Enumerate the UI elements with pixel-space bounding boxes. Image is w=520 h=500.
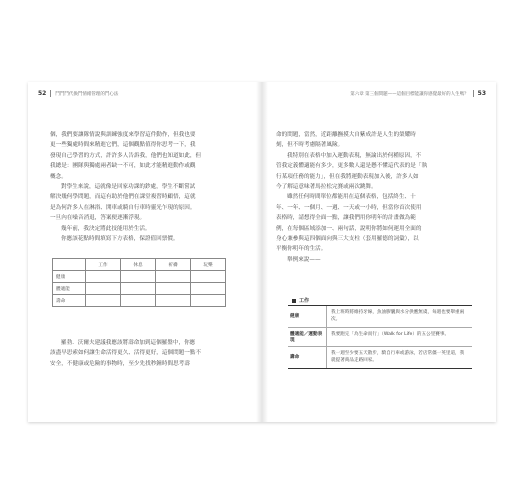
text-line: 我總是：團隊與獨處兩者缺一不可，如此才能精進動作或觀	[50, 163, 196, 170]
table-cell	[191, 295, 226, 307]
work-example-table	[288, 305, 472, 369]
text-line: 年、一年、一個月、一週、一天或一小時，但當你首次使用	[276, 204, 422, 211]
table-cell	[191, 283, 226, 295]
text-line: 平衡你明年的生活。	[276, 246, 327, 253]
row-value: 我一週至少要五天散步，騎自行車或游泳，若店常僵一英里道，我就提著商品走路回家。	[331, 350, 465, 364]
table-cell	[156, 271, 191, 283]
text-line: 你應該花點時間填寫下方表格，保證值回票價。	[61, 236, 179, 243]
right-body	[276, 130, 476, 265]
text-line: 解決幾何學問題，而這有助於他們在課堂複習時顧悟，這就	[50, 194, 196, 201]
text-line: 命的問題，當然，近距離撫摸大自紫成許是人生的榮耀時	[276, 132, 416, 138]
table-cell	[86, 271, 121, 283]
row-label: 體適能	[53, 283, 86, 295]
text-line: 今了解這意味著馬拉松完賽或兩次跳舞。	[276, 184, 377, 191]
text-line: 羅勃．沃爾夫建議我應該將壽命加到這個羅盤中，你應	[61, 340, 196, 346]
row-label: 健康	[53, 271, 86, 283]
row-label: 壽命	[53, 295, 86, 307]
text-line: 身心兼參與這四個面向與三大支柱（套用羅德的詞彙），以	[276, 236, 419, 243]
text-line: 刻，但不時考慮隔著風險。	[276, 142, 344, 149]
book-spread	[28, 82, 496, 422]
table-cell	[121, 295, 156, 307]
left-page-number: 52	[38, 90, 47, 97]
left-bottom-text	[50, 338, 246, 369]
text-line: 例，在每個區域添加一、兩句話，說明你將如何運用全面的	[276, 225, 422, 232]
row-value: 我上班時將維持牙線，魚油膠囊與水分供應無虞，每週也要舉重兩次。	[331, 310, 465, 323]
table-row	[288, 328, 472, 347]
table-row	[53, 295, 226, 307]
table-cell	[86, 295, 121, 307]
table-row	[53, 283, 226, 295]
row-label: 體適能／運動表現	[288, 328, 327, 346]
row-label: 健康	[288, 306, 327, 327]
table-row	[288, 347, 472, 368]
text-line: 表格時，請想得全面一點，讓我們用你明年的計畫做為範	[276, 215, 416, 222]
text-line: 該盡早思索如何讓生命活得更久、活得更好，這個問題一點不	[50, 350, 202, 357]
table-cell	[121, 283, 156, 295]
table-row	[288, 306, 472, 328]
left-head-title: 鬥鬥鬥代換鬥情緒管理的鬥心法	[55, 91, 119, 97]
head-divider	[473, 90, 474, 97]
left-body	[50, 130, 246, 244]
table-cell	[156, 295, 191, 307]
text-line: 是為何許多人在淋浴、開車或騎自行車時靈光乍現的原因。	[50, 204, 196, 211]
balance-table	[52, 258, 226, 307]
table-header: 工作	[86, 259, 121, 271]
table-cell	[191, 271, 226, 283]
table-header: 祈禱	[156, 259, 191, 271]
square-bullet-icon	[292, 299, 296, 303]
text-line: 安全，不健康或危險的事物時，至少先找秒鐘時間思考壽	[50, 360, 190, 367]
text-line: 個，我們要讓隊情說與訓練強度來學習這件動作，但我也要	[50, 132, 196, 138]
left-running-head	[38, 90, 118, 97]
text-line: 舉例來說——	[287, 256, 321, 263]
row-value: 我要跑完「為生命而行」（Walk for Life）的五公里賽事。	[331, 331, 450, 337]
text-line: 雖然任何時間單位都能用在這個表格，包括終生、十	[287, 194, 416, 201]
row-label: 壽命	[288, 347, 327, 368]
table-header-row	[53, 259, 226, 271]
text-line: 對學生來說，這就像是回家功課的鈔處，學生不斷嘗試	[61, 184, 196, 191]
table-header: 玩樂	[191, 259, 226, 271]
table-header: 休息	[121, 259, 156, 271]
text-line: 我特別在表格中加入運動表現，無論出於何種原因，不	[287, 152, 422, 159]
text-line: 幾年前，我決定將此技能用於生活。	[61, 225, 151, 232]
text-line: 一旦內在噪音消退，答案便逐漸浮現。	[50, 215, 146, 222]
work-section-heading	[292, 297, 309, 304]
table-row	[53, 271, 226, 283]
right-page-number: 53	[477, 90, 486, 97]
text-line: 概念。	[50, 173, 67, 180]
text-line: 發現自己學習的方式，許許多人告訴我，他們也知道如此，但	[50, 152, 202, 159]
section-title: 工作	[299, 298, 310, 304]
table-cell	[156, 283, 191, 295]
table-cell	[86, 283, 121, 295]
right-running-head	[350, 90, 486, 97]
text-line: 管我定義體適能有多少，更多數人還是懸不懂這代表的是「執	[276, 163, 428, 170]
right-page	[262, 82, 496, 422]
right-head-title: 第六章 第三個問題——這個目標能讓你感覺最好的人生嗎？	[350, 91, 469, 97]
text-line: 更一些獨處時間來精進它們，這個觀點值得你思考一下，我	[50, 142, 196, 149]
text-line: 行某項任務的能力」，但在我將運動表現加入後，許多人如	[276, 173, 419, 180]
table-cell	[121, 271, 156, 283]
head-divider	[50, 90, 51, 97]
table-corner	[53, 259, 86, 271]
left-page	[28, 82, 262, 422]
